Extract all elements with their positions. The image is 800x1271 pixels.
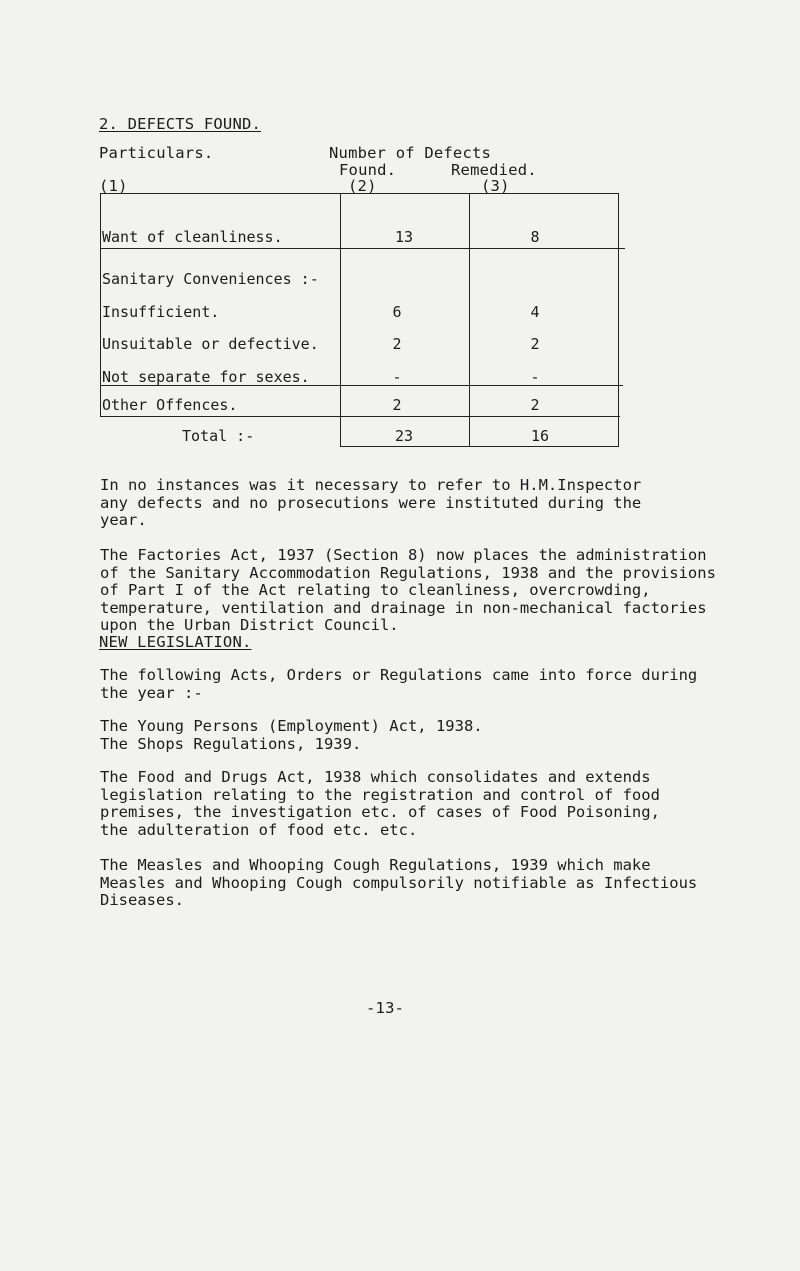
table-row-label: Other Offences. [102, 396, 238, 414]
table-cell-remedied: 8 [530, 228, 540, 246]
table-total-label: Total :- [182, 427, 255, 445]
paragraph-factories-act: The Factories Act, 1937 (Section 8) now places the administration of the Sanitary Accommodation Regulations, 1938 and the provisions of Part I of the Act relating to cleanliness, overcrowding, temperature, ventilation and drainage in non-mechanical factories upon the Urban District Council. [100, 546, 716, 634]
table-cell-remedied: 2 [530, 396, 540, 414]
table-cell-remedied: - [530, 368, 540, 386]
paragraph-acts-list: The Young Persons (Employment) Act, 1938. The Shops Regulations, 1939. [100, 717, 483, 753]
table-rule-top [100, 193, 619, 194]
table-rule-vertical [469, 193, 470, 446]
table-rule-vertical [618, 193, 619, 446]
table-cell-found: 6 [392, 303, 402, 321]
table-cell-found: 2 [392, 335, 402, 353]
paragraph-food-drugs: The Food and Drugs Act, 1938 which consolidates and extends legislation relating to the registration and control of food premises, the investigation etc. of cases of Food Poisoning, the adulteration of food etc. etc. [100, 768, 660, 839]
heading-new-legislation: NEW LEGISLATION. [99, 633, 252, 651]
col3-number: (3) [481, 177, 510, 195]
table-cell-remedied: 4 [530, 303, 540, 321]
paragraph-measles: The Measles and Whooping Cough Regulations, 1939 which make Measles and Whooping Cough compulsorily notifiable as Infectious Diseases. [100, 856, 698, 909]
paragraph-inspector: In no instances was it necessary to refer to H.M.Inspector any defects and no prosecutions were instituted during the year. [100, 476, 642, 529]
table-rule-bottom [340, 446, 619, 447]
table-cell-found: - [392, 368, 402, 386]
group-header: Number of Defects [329, 144, 492, 162]
col1-number: (1) [99, 177, 128, 195]
table-cell-found: 2 [392, 396, 402, 414]
table-cell-remedied: 2 [530, 335, 540, 353]
table-row-label: Want of cleanliness. [102, 228, 283, 246]
table-row-label: Insufficient. [102, 303, 220, 321]
table-rule [100, 416, 620, 417]
page-number: -13- [366, 999, 405, 1017]
table-row-label: Unsuitable or defective. [102, 335, 319, 353]
table-total-found: 23 [394, 427, 414, 445]
col2-number: (2) [348, 177, 377, 195]
table-row-label: Sanitary Conveniences :- [102, 270, 319, 288]
table-total-remedied: 16 [530, 427, 550, 445]
col1-header: Particulars. [99, 144, 214, 162]
table-rule-vertical [340, 193, 341, 446]
section-title: 2. DEFECTS FOUND. [99, 115, 262, 133]
table-cell-found: 13 [394, 228, 414, 246]
col3-header: Remedied. [451, 161, 537, 179]
table-row-label: Not separate for sexes. [102, 368, 310, 386]
table-rule [100, 248, 625, 249]
col2-header: Found. [339, 161, 397, 179]
paragraph-acts-intro: The following Acts, Orders or Regulations came into force during the year :- [100, 666, 698, 702]
table-rule-vertical [100, 193, 101, 416]
